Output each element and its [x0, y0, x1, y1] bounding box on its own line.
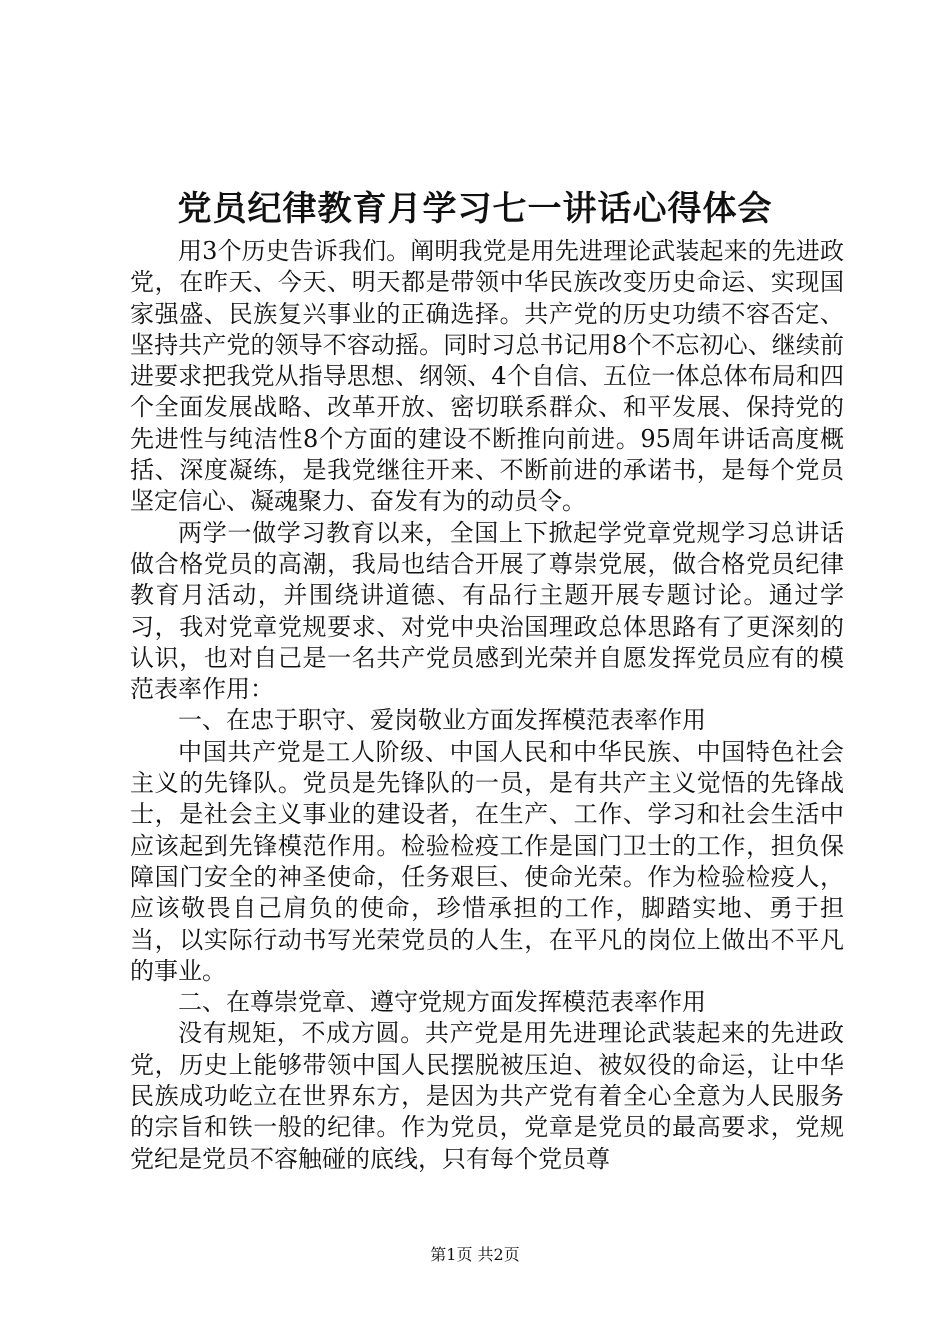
paragraph-vanguard: 中国共产党是工人阶级、中国人民和中华民族、中国特色社会主义的先锋队。党员是先锋队的一员，是有共产主义觉悟的先锋战士，是社会主义事业的建设者，在生产、工作、学习和社会生活中应该起到先锋模范作用。检验检疫工作是国门卫士的工作，担负保障国门安全的神圣使命，任务艰巨、使命光荣。作为检验检疫人，应该敬畏自己肩负的使命，珍惜承担的工作，脚踏实地、勇于担当，以实际行动书写光荣党员的人生，在平凡的岗位上做出不平凡的事业。 [130, 737, 844, 985]
page-number: 第1页 共2页 [430, 1245, 520, 1264]
paragraph-history: 用3个历史告诉我们。阐明我党是用先进理论武装起来的先进政党，在昨天、今天、明天都是带领中华民族改变历史命运、实现国家强盛、民族复兴事业的正确选择。共产党的历史功绩不容否定、坚持共产党的领导不容动摇。同时习总书记用8个不忘初心、继续前进要求把我党从指导思想、纲领、4个自信、五位一体总体布局和四个全面发展战略、改革开放、密切联系群众、和平发展、保持党的先进性与纯洁性8个方面的建设不断推向前进。95周年讲话高度概括、深度凝练，是我党继往开来、不断前进的承诺书，是每个党员坚定信心、凝魂聚力、奋发有为的动员令。 [130, 237, 844, 516]
section-heading-2: 二、在尊崇党章、遵守党规方面发挥模范表率作用 [178, 988, 706, 1017]
paragraph-study-education: 两学一做学习教育以来，全国上下掀起学党章党规学习总讲话做合格党员的高潮，我局也结合开展了尊崇党展，做合格党员纪律教育月活动，并围绕讲道德、有品行主题开展专题讨论。通过学习，我对党章党规要求、对党中央治国理政总体思路有了更深刻的认识，也对自己是一名共产党员感到光荣并自愿发挥党员应有的模范表率作用： [130, 518, 844, 704]
paragraph-discipline: 没有规矩，不成方圆。共产党是用先进理论武装起来的先进政党，历史上能够带领中国人民摆脱被压迫、被奴役的命运，让中华民族成功屹立在世界东方，是因为共产党有着全心全意为人民服务的宗旨和铁一般的纪律。作为党员，党章是党员的最高要求，党规党纪是党员不容触碰的底线，只有每个党员尊 [130, 1019, 844, 1173]
section-heading-1: 一、在忠于职守、爱岗敬业方面发挥模范表率作用 [178, 706, 706, 735]
document-body [130, 236, 844, 1175]
document-title: 党员纪律教育月学习七一讲话心得体会 [177, 189, 773, 229]
